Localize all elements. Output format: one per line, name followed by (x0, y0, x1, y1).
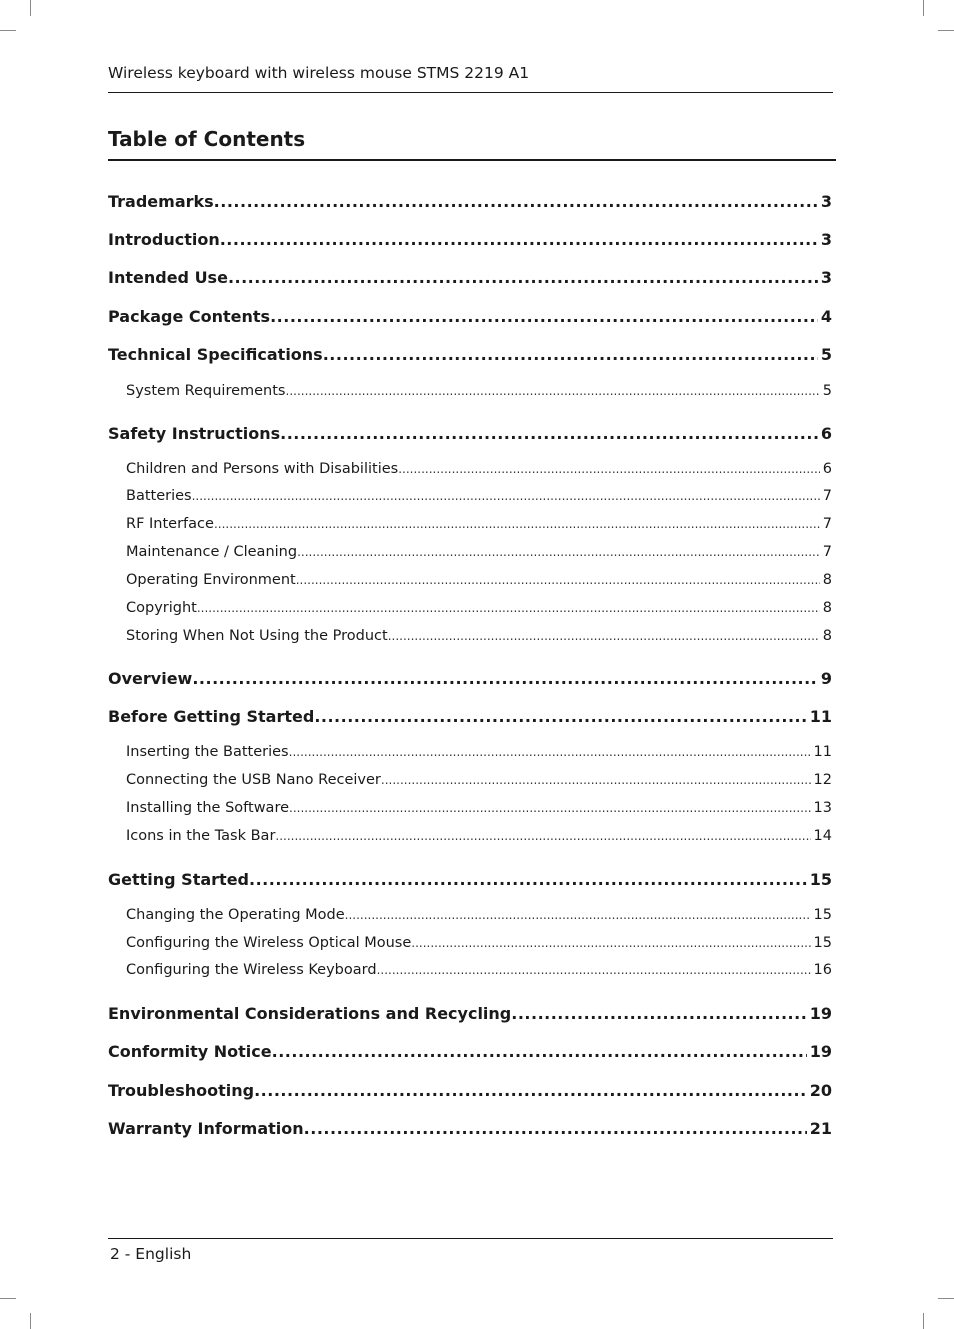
toc-entry[interactable] (126, 828, 832, 844)
toc-entry[interactable] (126, 600, 832, 616)
toc-entry-page: 7 (822, 488, 832, 504)
toc-entry-label: Environmental Considerations and Recycling (108, 1004, 512, 1023)
toc-entry-label: Copyright (126, 600, 197, 616)
toc-entry-page: 6 (820, 424, 832, 443)
toc-leader-dots (289, 800, 811, 816)
toc-entry-page: 8 (822, 572, 832, 588)
toc-leader-dots (286, 383, 820, 399)
toc-leader-dots (192, 669, 818, 688)
toc-entry[interactable] (108, 870, 832, 889)
toc-leader-dots (249, 870, 807, 889)
toc-entry-label: Icons in the Task Bar (126, 828, 276, 844)
toc-leader-dots (388, 628, 820, 644)
toc-entry-label: Intended Use (108, 268, 228, 287)
toc-entry-page: 15 (809, 870, 832, 889)
toc-leader-dots (297, 544, 820, 560)
toc-entry-page: 3 (820, 268, 832, 287)
toc-entry-label: Operating Environment (126, 572, 296, 588)
toc-entry-label: Maintenance / Cleaning (126, 544, 298, 560)
toc-leader-dots (192, 488, 820, 504)
crop-mark (938, 30, 954, 31)
toc-entry[interactable] (126, 461, 832, 477)
toc-entry-label: Troubleshooting (108, 1081, 255, 1100)
toc-entry[interactable] (126, 772, 832, 788)
toc-entry-label: Storing When Not Using the Product (126, 628, 388, 644)
toc-leader-dots (345, 907, 811, 923)
toc-entry[interactable] (126, 744, 832, 760)
toc-leader-dots (323, 345, 818, 364)
crop-mark (0, 1298, 16, 1299)
toc-entry-label: Overview (108, 669, 193, 688)
toc-entry-page: 6 (822, 461, 832, 477)
toc-entry[interactable] (108, 1081, 832, 1100)
toc-entry-label: Package Contents (108, 307, 271, 326)
toc-entry-label: Configuring the Wireless Keyboard (126, 962, 377, 978)
toc-entry-page: 14 (813, 828, 832, 844)
crop-mark (938, 1298, 954, 1299)
toc-entry[interactable] (108, 669, 832, 688)
toc-leader-dots (197, 600, 820, 616)
toc-entry-page: 11 (813, 744, 832, 760)
toc-entry-page: 13 (813, 800, 832, 816)
toc-leader-dots (511, 1004, 806, 1023)
toc-entry-page: 3 (820, 192, 832, 211)
toc-entry[interactable] (108, 307, 832, 326)
toc-leader-dots (280, 424, 818, 443)
toc-entry-label: Connecting the USB Nano Receiver (126, 772, 381, 788)
toc-entry[interactable] (126, 962, 832, 978)
toc-leader-dots (314, 707, 806, 726)
toc-leader-dots (228, 268, 818, 287)
toc-entry[interactable] (126, 800, 832, 816)
toc-entry-page: 4 (820, 307, 832, 326)
toc-entry-page: 8 (822, 600, 832, 616)
toc-entry[interactable] (108, 707, 832, 726)
toc-entry-label: Getting Started (108, 870, 249, 889)
toc-entry-label: Changing the Operating Mode (126, 907, 345, 923)
toc-entry-page: 19 (809, 1042, 832, 1061)
toc-entry-label: Children and Persons with Disabilities (126, 461, 399, 477)
toc-entry-label: Introduction (108, 230, 220, 249)
toc-entry-page: 16 (813, 962, 832, 978)
toc-leader-dots (214, 192, 818, 211)
toc-entry-page: 19 (809, 1004, 832, 1023)
toc-entry[interactable] (108, 230, 832, 249)
toc-entry-page: 15 (813, 935, 832, 951)
toc-leader-dots (304, 1119, 807, 1138)
toc-leader-dots (214, 516, 820, 532)
toc-leader-dots (398, 461, 820, 477)
toc-entry[interactable] (108, 1042, 832, 1061)
toc-leader-dots (254, 1081, 807, 1100)
toc-entry-page: 9 (820, 669, 832, 688)
toc-entry[interactable] (126, 544, 832, 560)
toc-entry-label: RF Interface (126, 516, 214, 532)
toc-entry-page: 3 (820, 230, 832, 249)
crop-mark (30, 0, 31, 16)
crop-mark (923, 0, 924, 16)
toc-entry-label: Inserting the Batteries (126, 744, 289, 760)
toc-entry-page: 7 (822, 516, 832, 532)
toc-leader-dots (270, 307, 818, 326)
toc-leader-dots (275, 828, 810, 844)
toc-title: Table of Contents (108, 123, 836, 161)
toc-leader-dots (411, 935, 810, 951)
toc-entry-page: 5 (822, 383, 832, 399)
toc-leader-dots (220, 230, 818, 249)
toc-entry[interactable] (126, 628, 832, 644)
toc-entry-label: Warranty Information (108, 1119, 304, 1138)
toc-entry-label: Technical Specifications (108, 345, 323, 364)
toc-entry-page: 20 (809, 1081, 832, 1100)
page-header (108, 60, 833, 93)
toc-entry-page: 12 (813, 772, 832, 788)
toc-entry[interactable] (108, 1119, 832, 1138)
toc-entry[interactable] (126, 572, 832, 588)
toc-leader-dots (381, 772, 811, 788)
toc-entry[interactable] (126, 383, 832, 399)
toc-leader-dots (272, 1042, 807, 1061)
toc-entry-page: 21 (809, 1119, 832, 1138)
toc-leader-dots (296, 572, 820, 588)
page-footer (108, 1238, 833, 1269)
toc-leader-dots (289, 744, 811, 760)
toc-entry-label: Configuring the Wireless Optical Mouse (126, 935, 412, 951)
crop-mark (0, 30, 16, 31)
toc-entry[interactable] (108, 424, 832, 443)
toc-entry[interactable] (108, 268, 832, 287)
toc-entry[interactable] (108, 345, 832, 364)
toc-leader-dots (377, 962, 811, 978)
toc-entry-label: Before Getting Started (108, 707, 315, 726)
toc-entry-page: 11 (809, 707, 832, 726)
crop-mark (923, 1313, 924, 1329)
toc-entry-label: Installing the Software (126, 800, 290, 816)
toc-entry-label: Batteries (126, 488, 192, 504)
toc-entry[interactable] (126, 516, 832, 532)
toc-entry-page: 7 (822, 544, 832, 560)
toc-entry[interactable] (108, 192, 832, 211)
toc-entry-label: System Requirements (126, 383, 286, 399)
crop-mark (30, 1313, 31, 1329)
toc-entry-page: 5 (820, 345, 832, 364)
toc-entry-label: Conformity Notice (108, 1042, 272, 1061)
toc-entry[interactable] (126, 935, 832, 951)
header-title: Wireless keyboard with wireless mouse STMS 2219 A1 (108, 64, 530, 82)
toc-entry[interactable] (126, 907, 832, 923)
toc-entry-label: Trademarks (108, 192, 214, 211)
toc-entry[interactable] (108, 1004, 832, 1023)
footer-page-label: 2 - English (110, 1245, 192, 1263)
toc-entry-page: 8 (822, 628, 832, 644)
toc-entry-label: Safety Instructions (108, 424, 281, 443)
toc-entry-page: 15 (813, 907, 832, 923)
toc-entry[interactable] (126, 488, 832, 504)
